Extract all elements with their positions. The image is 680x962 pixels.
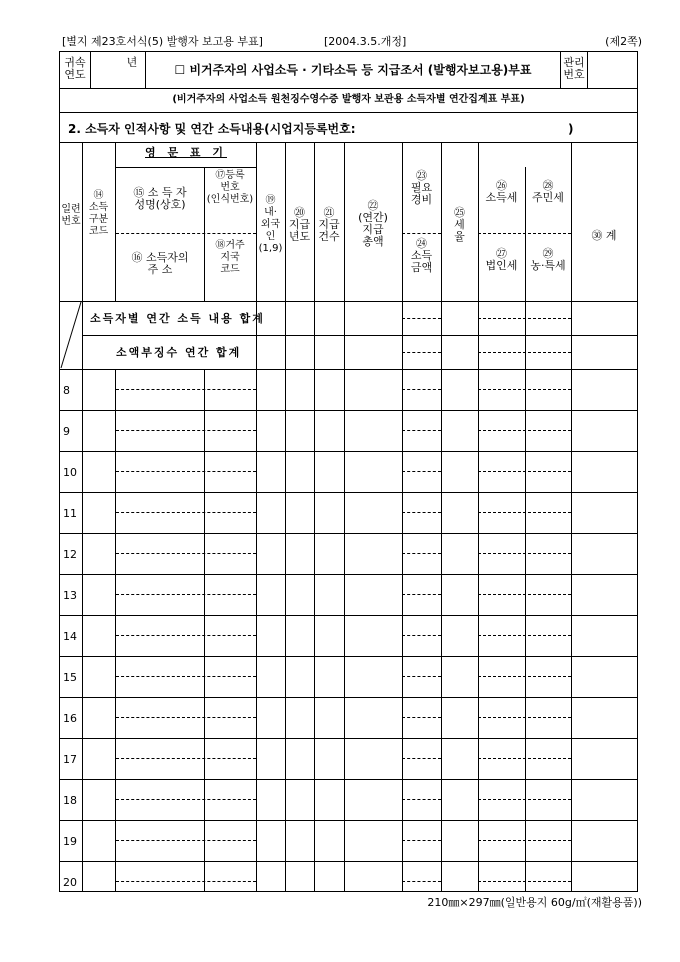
row-number: 19 xyxy=(63,835,77,848)
col-resident-type: ⑲ 내· 외국 인 (1,9) xyxy=(258,195,283,254)
col-necessary-expenses: ㉓ 필요 경비 xyxy=(410,169,433,206)
form-title: ☐ 비거주자의 사업소득 · 기타소득 등 지급조서 (발행자보고용)부표 xyxy=(174,63,532,77)
row-number: 11 xyxy=(63,507,77,520)
col-special-tax: ㉙ 농·특세 xyxy=(530,247,566,272)
summary-diagonal xyxy=(60,301,82,369)
col-income-type-code: ⑭ 소득 구분 코드 xyxy=(88,190,109,237)
col-earner-address: ⑯ 소득자의 주 소 xyxy=(131,251,189,276)
row-number: 16 xyxy=(63,712,77,725)
col-resident-tax: ㉘ 주민세 xyxy=(532,179,564,204)
col-serial: 일련 번호 xyxy=(61,204,81,227)
paper-spec: 210㎜×297㎜(일반용지 60g/㎡(재활용품)) xyxy=(427,896,642,909)
col-payment-count: ㉑ 지급 건수 xyxy=(318,206,340,243)
year-unit: 년 xyxy=(126,56,138,69)
management-number-label: 관리 번호 xyxy=(563,56,585,81)
report-form xyxy=(59,51,638,892)
summary-small-exempt-label: 소액부징수 연간 합계 xyxy=(116,346,242,359)
col-total: ㉚ 계 xyxy=(591,229,617,242)
row-number: 17 xyxy=(63,753,77,766)
row-number: 13 xyxy=(63,589,77,602)
col-tax-rate: ㉕ 세 율 xyxy=(454,206,465,243)
row-number: 8 xyxy=(63,384,70,397)
col-english-label: 영 문 표 기 xyxy=(145,146,227,159)
row-number: 18 xyxy=(63,794,77,807)
page-number: (제2쪽) xyxy=(605,35,642,48)
row-number: 14 xyxy=(63,630,77,643)
form-subtitle: (비거주자의 사업소득 원천징수영수증 발행자 보관용 소득자별 연간집계표 부표) xyxy=(172,94,525,105)
col-total-payment: ㉒ (연간) 지급 총액 xyxy=(358,199,388,248)
col-earner-name: ⑮ 소 득 자 성명(상호) xyxy=(133,186,187,211)
row-number: 20 xyxy=(63,876,77,889)
row-number: 12 xyxy=(63,548,77,561)
year-label: 귀속 연도 xyxy=(64,56,86,81)
col-registration-number: ⑰등록 번호 (인식번호) xyxy=(206,170,254,205)
col-corporate-tax: ㉗ 법인세 xyxy=(485,247,518,272)
summary-total-label: 소득자별 연간 소득 내용 합계 xyxy=(90,312,265,325)
form-id: [별지 제23호서식(5) 발행자 보고용 부표] xyxy=(62,35,263,48)
col-income-tax: ㉖ 소득세 xyxy=(485,179,518,204)
row-number: 15 xyxy=(63,671,77,684)
section-title-close: ) xyxy=(568,122,574,136)
section-title: 2. 소득자 인적사항 및 연간 소득내용(시업지등록번호: xyxy=(68,122,356,136)
row-number: 9 xyxy=(63,425,70,438)
form-header xyxy=(62,33,642,49)
revision-date: [2004.3.5.개정] xyxy=(324,35,407,48)
col-income-amount: ㉔ 소득 금액 xyxy=(410,237,433,274)
col-residence-code: ⑱거주 지국 코드 xyxy=(215,240,245,275)
row-number: 10 xyxy=(63,466,77,479)
col-payment-year: ⑳ 지급 년도 xyxy=(288,206,311,243)
